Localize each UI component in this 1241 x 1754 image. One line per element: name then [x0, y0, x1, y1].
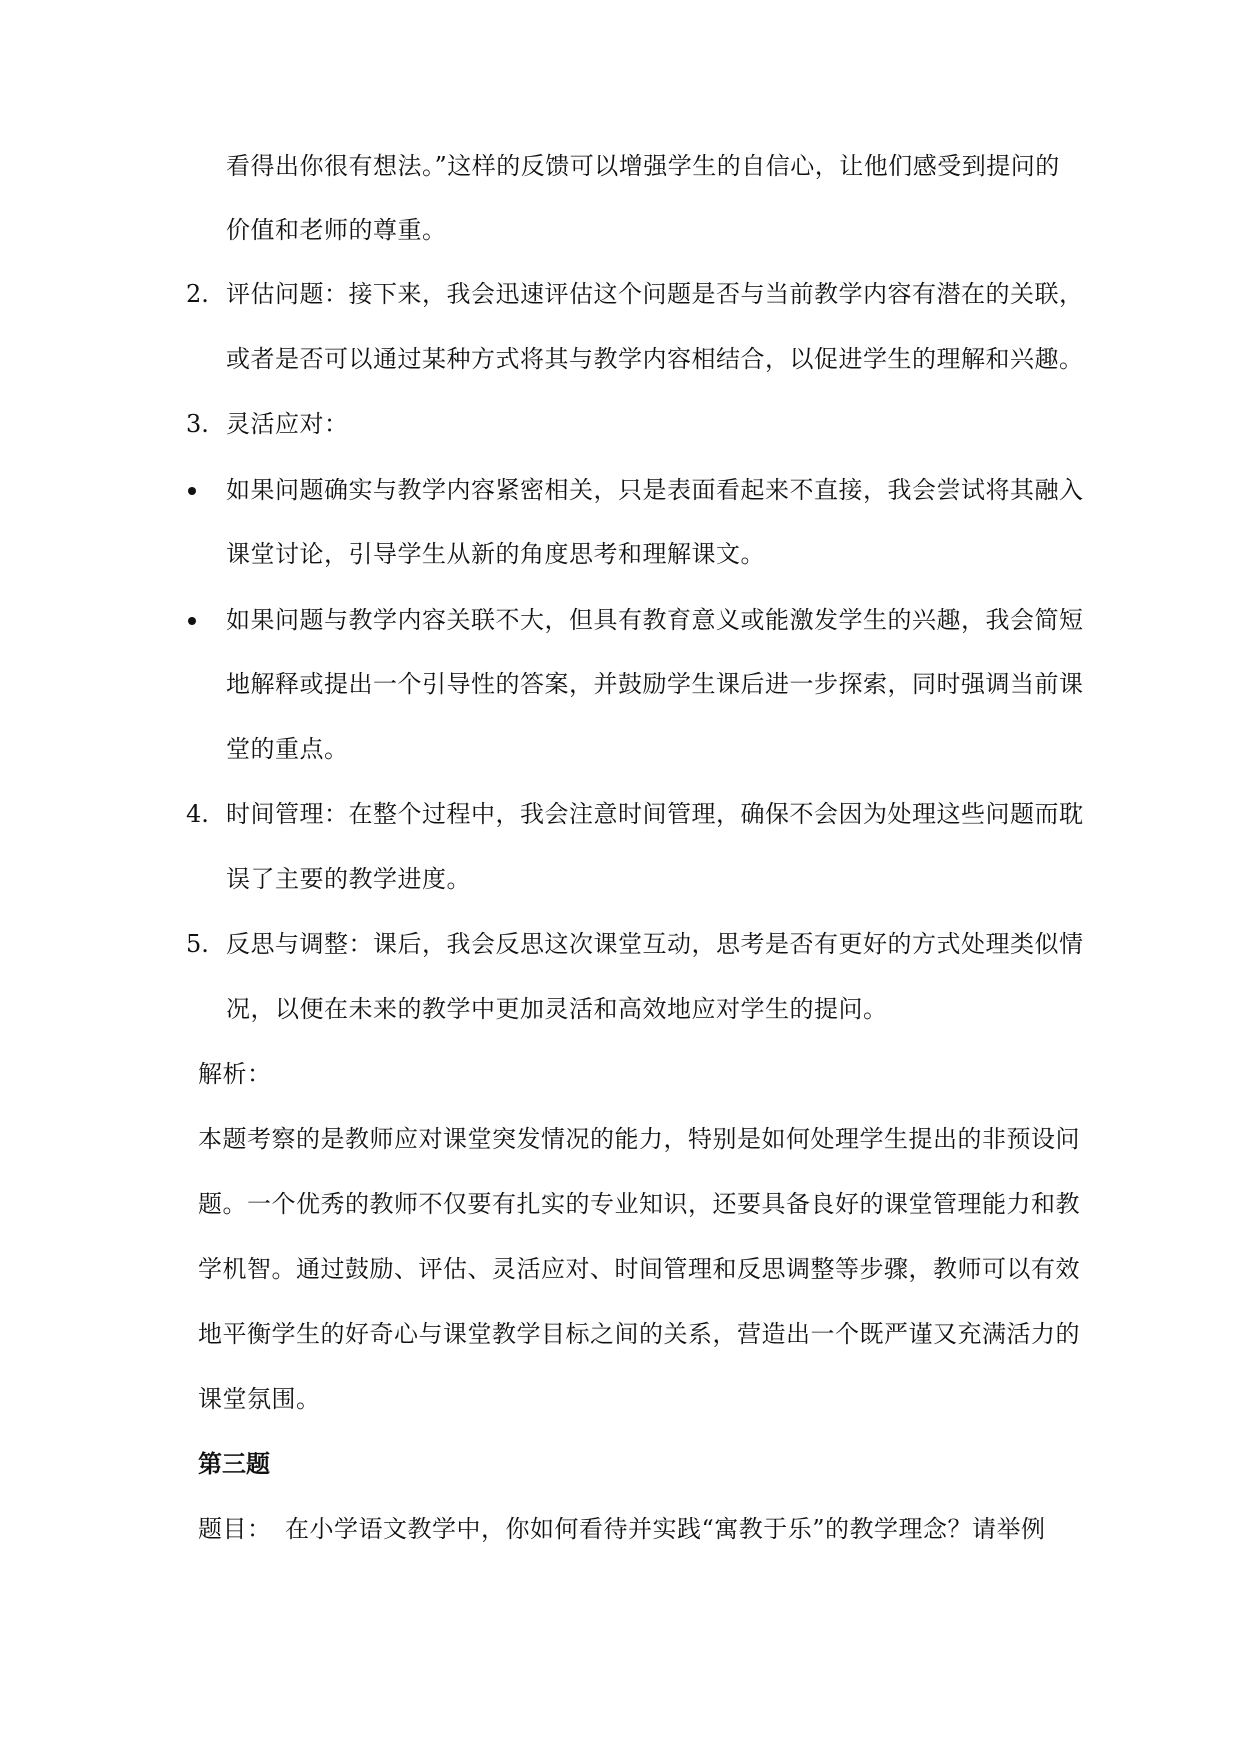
analysis-label: 解析：: [198, 1060, 272, 1088]
text-line: 价值和老师的尊重。: [226, 216, 447, 244]
bullet-icon: [188, 617, 196, 625]
text-line: 况，以便在未来的教学中更加灵活和高效地应对学生的提问。: [226, 995, 888, 1023]
list-number: 4.: [186, 800, 209, 828]
text-line: 灵活应对：: [226, 410, 349, 438]
question-label: 题目：: [198, 1515, 272, 1543]
list-number: 3.: [186, 410, 209, 438]
list-number: 2.: [186, 280, 209, 308]
text-line: 或者是否可以通过某种方式将其与教学内容相结合，以促进学生的理解和兴趣。: [226, 345, 1084, 373]
section-heading: 第三题: [198, 1449, 270, 1478]
analysis-line: 学机智。通过鼓励、评估、灵活应对、时间管理和反思调整等步骤，教师可以有效: [198, 1255, 1080, 1283]
text-line: 如果问题与教学内容关联不大，但具有教育意义或能激发学生的兴趣，我会简短: [226, 606, 1084, 634]
text-line: 课堂讨论，引导学生从新的角度思考和理解课文。: [226, 540, 765, 568]
analysis-line: 课堂氛围。: [198, 1385, 321, 1413]
list-number: 5.: [186, 930, 209, 958]
text-line: 误了主要的教学进度。: [226, 865, 471, 893]
text-line: 时间管理：在整个过程中，我会注意时间管理，确保不会因为处理这些问题而耽: [226, 800, 1084, 828]
text-line: 堂的重点。: [226, 735, 349, 763]
text-line: 地解释或提出一个引导性的答案，并鼓励学生课后进一步探索，同时强调当前课: [226, 670, 1084, 698]
analysis-line: 地平衡学生的好奇心与课堂教学目标之间的关系，营造出一个既严谨又充满活力的: [198, 1320, 1080, 1348]
text-line: 反思与调整：课后，我会反思这次课堂互动，思考是否有更好的方式处理类似情: [226, 930, 1084, 958]
analysis-line: 本题考察的是教师应对课堂突发情况的能力，特别是如何处理学生提出的非预设问: [198, 1125, 1080, 1153]
question-text: 在小学语文教学中，你如何看待并实践“寓教于乐”的教学理念？请举例: [285, 1515, 1046, 1543]
bullet-icon: [188, 487, 196, 495]
text-line: 如果问题确实与教学内容紧密相关，只是表面看起来不直接，我会尝试将其融入: [226, 476, 1084, 504]
text-line: 评估问题：接下来，我会迅速评估这个问题是否与当前教学内容有潜在的关联，: [226, 280, 1084, 308]
text-line: 看得出你很有想法。”这样的反馈可以增强学生的自信心，让他们感受到提问的: [226, 152, 1060, 180]
analysis-line: 题。一个优秀的教师不仅要有扎实的专业知识，还要具备良好的课堂管理能力和教: [198, 1190, 1080, 1218]
